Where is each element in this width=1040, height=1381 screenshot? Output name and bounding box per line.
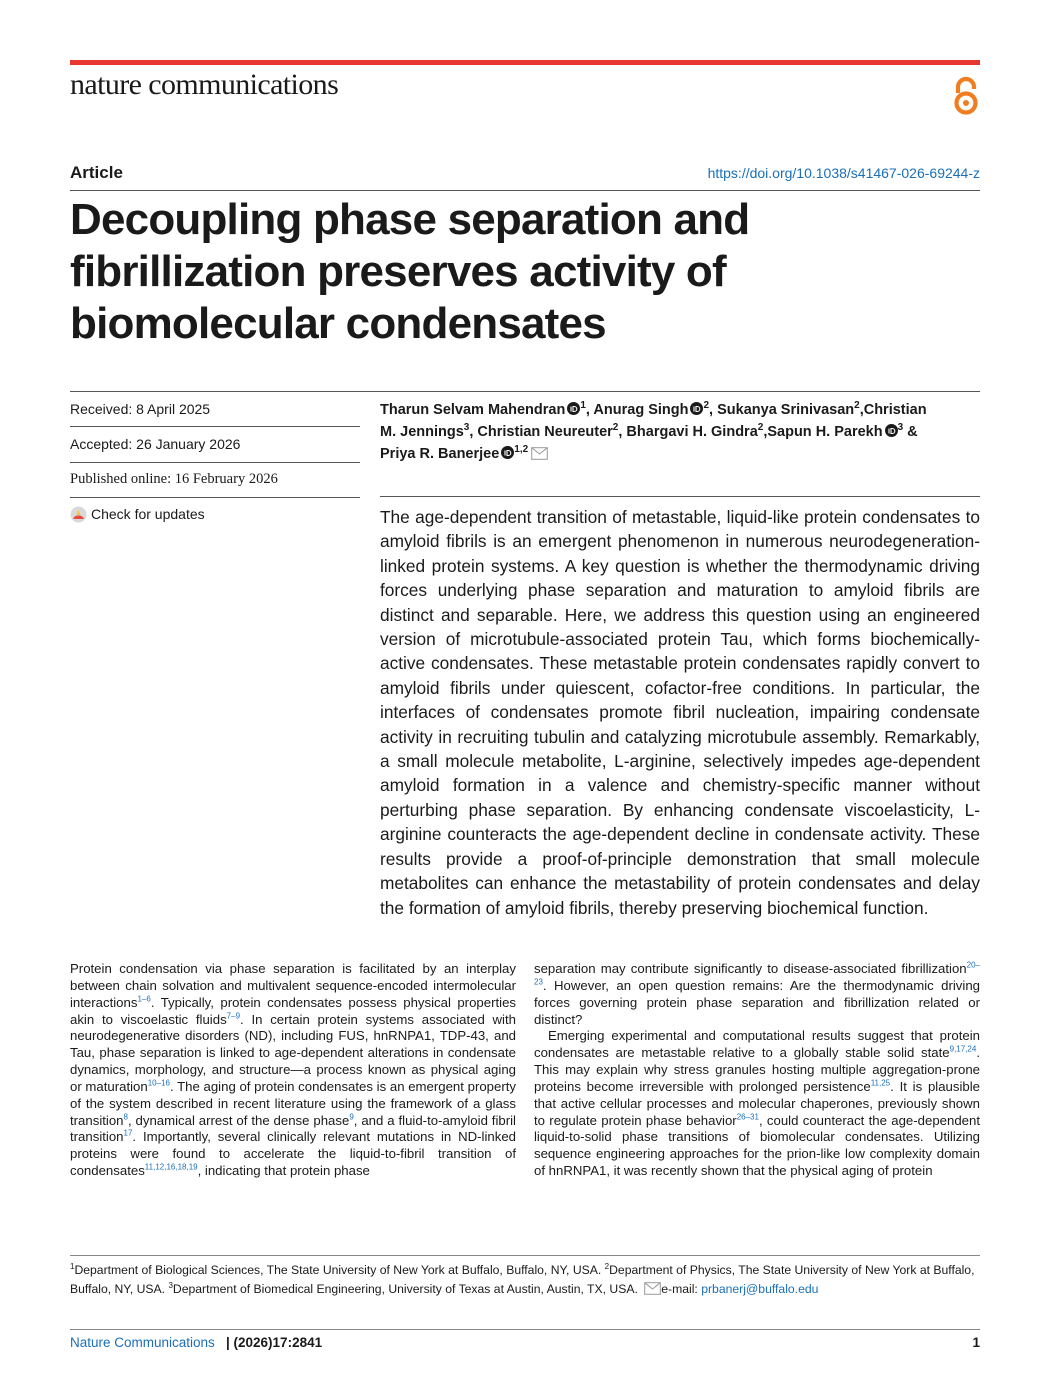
affiliation-number: 3	[168, 1280, 173, 1290]
author-affiliation-number: 2	[612, 422, 619, 434]
open-access-icon	[950, 76, 982, 116]
author-name: Sukanya Srinivasan	[717, 402, 855, 418]
page-number: 1	[972, 1335, 980, 1350]
author-list	[380, 399, 940, 465]
received-date: Received: 8 April 2025	[70, 401, 211, 417]
author	[380, 446, 548, 462]
footer-citation: | (2026)17:2841	[226, 1335, 323, 1350]
author-separator: ,	[585, 402, 594, 418]
divider	[70, 391, 980, 392]
author	[767, 424, 903, 440]
footer-journal-name: Nature Communications	[70, 1335, 215, 1350]
body-text: . The aging of protein condensates is an emergent property of the system described in recent literature using the framework of a glass transition	[70, 1078, 517, 1128]
body-text: Protein condensation via phase separation is facilitated by an interplay between chain solvation and multivalent sequence-encoded intermolecular interactions	[70, 961, 516, 1010]
check-for-updates-icon[interactable]	[70, 506, 87, 523]
reference-link[interactable]: 26–31	[736, 1112, 759, 1122]
body-text: separation may contribute significantly to disease-associated fibrillization	[534, 961, 967, 976]
check-for-updates-label[interactable]: Check for updates	[91, 506, 205, 522]
author-name: Christian M. Jennings	[380, 402, 927, 440]
author-name: Bhargavi H. Gindra	[626, 424, 758, 440]
article-type: Article	[70, 163, 123, 182]
email-label: e-mail:	[661, 1282, 702, 1296]
orcid-icon[interactable]	[567, 402, 580, 415]
reference-link[interactable]: 9,17,24	[949, 1044, 977, 1054]
divider	[70, 497, 360, 498]
affiliation-number: 2	[604, 1261, 610, 1271]
body-text: . This may explain why stress granules hosting multiple aggregation-prone proteins become irreversible with prolonged persistence	[534, 1045, 980, 1094]
author-name: Christian Neureuter	[477, 424, 613, 440]
published-date: Published online: 16 February 2026	[70, 471, 278, 487]
article-title: Decoupling phase separation and fibrillization preserves activity of biomolecular condensates	[70, 195, 750, 348]
author-affiliation-number: 2	[854, 400, 860, 412]
body-paragraph	[534, 961, 980, 1028]
divider	[70, 1255, 980, 1256]
divider	[70, 426, 360, 427]
body-paragraph	[534, 1028, 980, 1180]
author-affiliation-number: 3	[897, 422, 904, 434]
body-column-left	[70, 961, 516, 1180]
author-separator: ,	[763, 424, 768, 440]
body-text: . However, an open question remains: Are the thermodynamic driving forces governing protein phase separation and fibrillization related or distinct?	[534, 977, 980, 1027]
affiliation-number: 1	[70, 1261, 75, 1271]
author	[380, 402, 586, 418]
author	[626, 424, 763, 440]
author	[593, 402, 709, 418]
body-column-right	[534, 961, 980, 1180]
author-name: Anurag Singh	[593, 402, 689, 418]
author	[477, 424, 618, 440]
body-text: Emerging experimental and computational results suggest that protein condensates are metastable relative to a globally stable solid state	[534, 1028, 980, 1061]
affiliations	[70, 1261, 980, 1299]
divider	[70, 190, 980, 191]
author-affiliation-number: 2	[703, 400, 710, 412]
divider	[70, 462, 360, 463]
author-affiliation-number: 2	[757, 422, 764, 434]
affiliation-text: Department of Physics, The State University of New York at Buffalo, Buffalo, NY, USA.	[70, 1263, 975, 1296]
author-separator: ,	[709, 402, 718, 418]
brand-bar	[70, 60, 980, 65]
reference-link[interactable]: 7–9	[226, 1011, 241, 1021]
body-text: , and a fluid-to-amyloid fibril transition	[70, 1112, 516, 1145]
doi-link[interactable]: https://doi.org/10.1038/s41467-026-69244-z	[707, 165, 980, 181]
orcid-icon[interactable]	[885, 424, 898, 437]
journal-name: nature communications	[70, 68, 339, 101]
divider	[380, 496, 980, 497]
author-separator: ,	[859, 402, 864, 418]
author-name: Tharun Selvam Mahendran	[380, 402, 566, 418]
author-separator: ,	[469, 424, 478, 440]
body-paragraph	[70, 961, 516, 1180]
orcid-icon[interactable]	[690, 402, 703, 415]
author-name: Sapun H. Parekh	[767, 424, 883, 440]
reference-link[interactable]: 17	[123, 1129, 133, 1139]
body-text: . It is plausible that active cellular processes and molecular chaperones, previously shown to regulate protein phase behavior	[534, 1078, 981, 1128]
abstract: The age-dependent transition of metastable, liquid-like protein condensates to amyloid fibrils is an emergent phenomenon in numerous neurodegeneration-linked protein systems. A key question is whether the thermodynamic driving forces underlying phase separation and maturation to amyloid fibrils are distinct and separable. Here, we address this question using an engineered version of microtubule-associated protein Tau, which forms biochemically-active condensates. These metastable protein condensates rapidly convert to amyloid fibrils under quiescent, cofactor-free conditions. In particular, the interfaces of condensates promote fibril nucleation, impairing condensate activity in recruiting tubulin and catalyzing microtubule assembly. Remarkably, a small molecule metabolite, L-arginine, selectively impedes age-dependent amyloid formation in a valence and chemistry-specific manner without perturbing phase separation. By enhancing condensate viscoelasticity, L-arginine counteracts the age-dependent decline in condensate activity. These results provide a proof-of-principle demonstration that small molecule metabolites can enhance the metastability of protein condensates and delay the formation of amyloid fibrils, thereby preserving biochemical function.	[380, 507, 980, 918]
body-text: , dynamical arrest of the dense phase	[127, 1112, 350, 1128]
envelope-icon[interactable]	[531, 447, 548, 460]
envelope-icon	[644, 1282, 661, 1295]
reference-link[interactable]: 20–23	[534, 960, 980, 987]
affiliation-text: Department of Biological Sciences, The State University of New York at Buffalo, Buffalo, NY, USA.	[74, 1263, 605, 1277]
reference-link[interactable]: 11,25	[870, 1078, 891, 1088]
reference-link[interactable]: 9	[349, 1112, 354, 1122]
author-separator: &	[903, 424, 918, 440]
author-affiliation-number: 1	[580, 400, 586, 412]
author	[717, 402, 860, 418]
body-text: , indicating that protein phase	[197, 1163, 370, 1179]
body-text: , could counteract the age-dependent liquid-to-solid phase transitions of biomolecular condensates. Utilizing sequence engineering approaches for the prion-like low complexity domain of hnRNPA1, it was recently shown that the physical aging of protein	[534, 1112, 980, 1179]
orcid-icon[interactable]	[501, 446, 514, 459]
author-affiliation-number: 1,2	[514, 444, 529, 456]
divider	[70, 1329, 980, 1330]
reference-link[interactable]: 1–6	[137, 994, 151, 1004]
email-link[interactable]: prbanerj@buffalo.edu	[701, 1282, 819, 1296]
author-separator: ,	[618, 424, 627, 440]
reference-link[interactable]: 11,12,16,18,19	[144, 1162, 198, 1172]
reference-link[interactable]: 8	[123, 1112, 128, 1122]
body-text: . Typically, protein condensates possess physical properties akin to viscoelastic fluids	[70, 994, 516, 1027]
accepted-date: Accepted: 26 January 2026	[70, 436, 241, 452]
author-name: Priya R. Banerjee	[380, 446, 500, 462]
reference-link[interactable]: 10–16	[147, 1078, 170, 1088]
body-text: . Importantly, several clinically relevant mutations in ND-linked proteins were found to accelerate the liquid-to-fibril transition of condensates	[70, 1129, 516, 1179]
affiliation-text: Department of Biomedical Engineering, University of Texas at Austin, Austin, TX, USA.	[172, 1282, 642, 1296]
author-affiliation-number: 3	[463, 422, 470, 434]
body-text: . In certain protein systems associated with neurodegenerative disorders (ND), including FUS, hnRNPA1, TDP-43, and Tau, phase separation is linked to age-dependent alterations in condensate dynamics, morphology, and structure—a process known as physical aging or maturation	[70, 1011, 516, 1094]
